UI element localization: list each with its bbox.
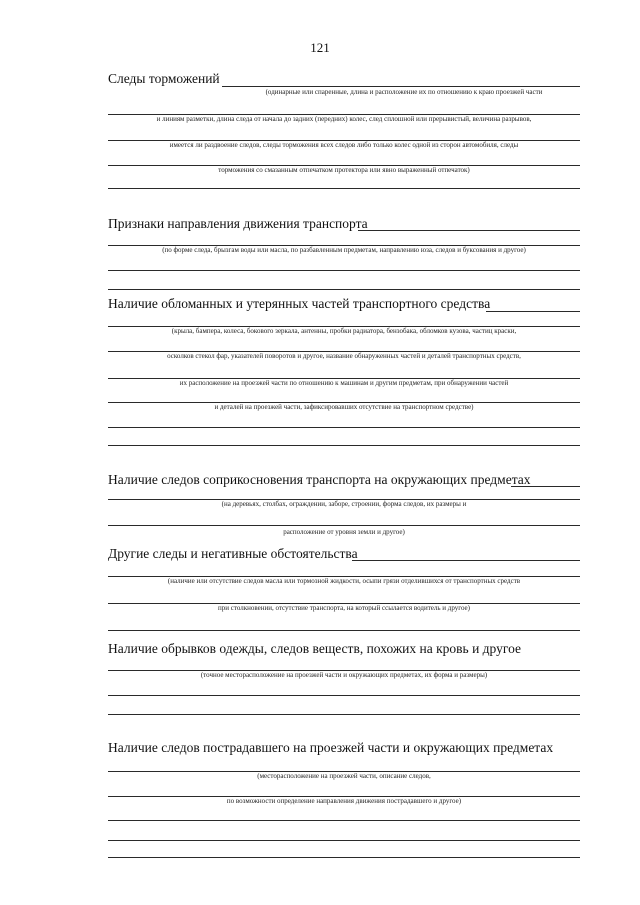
fill-line[interactable]: [108, 289, 580, 290]
fill-line[interactable]: [108, 445, 580, 446]
heading-other-marks: Другие следы и негативные обстоятельства: [108, 546, 358, 561]
field-note: их расположение на проезжей части по отношению к машинам и другим предметам, при обнаружении частей: [179, 379, 509, 387]
heading-braking-marks: Следы торможений: [108, 71, 220, 86]
fill-line[interactable]: [108, 714, 580, 715]
field-note: расположение от уровня земли и другое): [283, 528, 405, 536]
field-note: и деталей на проезжей части, зафиксировавших отсутствие на транспортном средстве): [214, 403, 474, 411]
field-note: (одинарные или спаренные, длина и расположение их по отношению к краю проезжей части: [265, 88, 543, 96]
field-note: (по форме следа, брызгам воды или масла, по разбавленным предметам, направлению юза, следов и буксования и другое): [162, 246, 526, 254]
fill-line[interactable]: [358, 230, 580, 231]
field-note: (точное месторасположение на проезжей части и окружающих предметах, их форма и размеры): [200, 671, 488, 679]
heading-contact-marks: Наличие следов соприкосновения транспорта на окружающих предметах: [108, 472, 531, 487]
field-note: (месторасположение на проезжей части, описание следов,: [257, 772, 431, 780]
fill-line[interactable]: [222, 86, 580, 87]
field-note: (наличие или отсутствие следов масла или тормозной жидкости, осыпи грязи отделившихся от транспортных средств: [167, 577, 521, 585]
fill-line[interactable]: [108, 427, 580, 428]
fill-line[interactable]: [108, 820, 580, 821]
field-note: имеется ли раздвоение следов, следы торможения всех следов либо только колес одной из сторон автомобиля, следы: [169, 141, 519, 149]
heading-clothing-fragments: Наличие обрывков одежды, следов веществ, похожих на кровь и другое: [108, 641, 521, 656]
fill-line[interactable]: [511, 486, 580, 487]
heading-victim-traces: Наличие следов пострадавшего на проезжей части и окружающих предметах: [108, 740, 554, 755]
field-note: (крыла, бампера, колеса, бокового зеркала, антенны, пробки радиатора, бензобака, обломков кузова, частиц краски,: [171, 327, 517, 335]
fill-line[interactable]: [108, 630, 580, 631]
fill-line[interactable]: [108, 857, 580, 858]
fill-line[interactable]: [352, 560, 580, 561]
field-note: (на деревьях, столбах, ограждении, заборе, строении, форма следов, их размеры и: [221, 500, 467, 508]
fill-line[interactable]: [108, 840, 580, 841]
fill-line[interactable]: [108, 188, 580, 189]
fill-line[interactable]: [108, 525, 580, 526]
field-note: осколков стекол фар, указателей поворотов и другое, название обнаруженных частей и деталей транспортных средств,: [167, 352, 521, 360]
heading-direction-signs: Признаки направления движения транспорта: [108, 216, 368, 231]
fill-line[interactable]: [108, 270, 580, 271]
fill-line[interactable]: [108, 695, 580, 696]
fill-line[interactable]: [486, 311, 580, 312]
heading-broken-parts: Наличие обломанных и утерянных частей транспортного средства: [108, 296, 491, 311]
field-note: по возможности определение направления движения пострадавшего и другое): [226, 797, 462, 805]
page-number: 121: [310, 40, 330, 55]
field-note: при столкновении, отсутствие транспорта, на который ссылается водитель и другое): [218, 604, 470, 612]
field-note: торможения со смазанным отпечатком протектора или явно выраженный отпечаток): [218, 166, 470, 174]
field-note: и линиям разметки, длина следа от начала до задних (передних) колес, след сплошной или прерывистый, величина разрывов,: [156, 115, 532, 123]
